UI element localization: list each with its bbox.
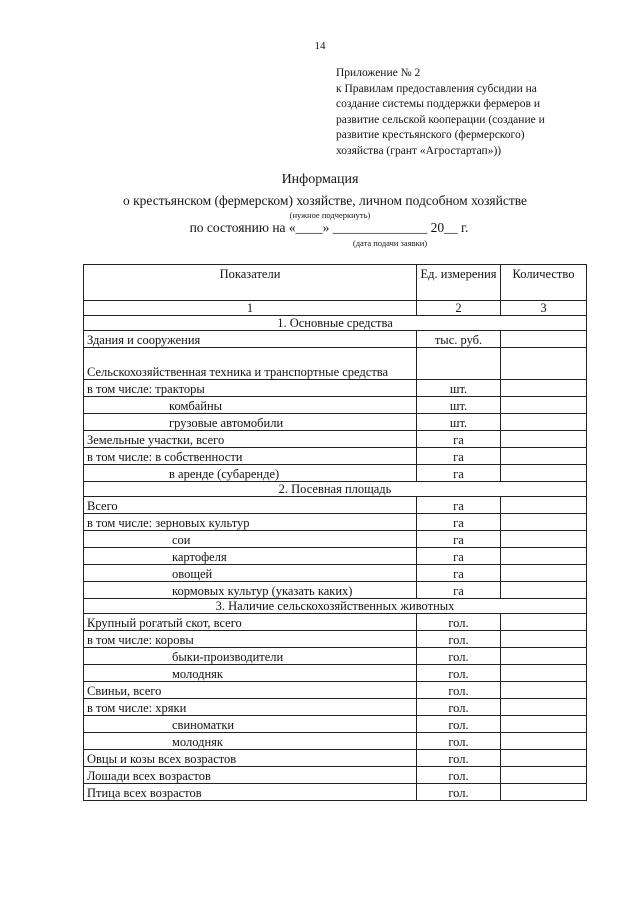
indicator-cell: Лошади всех возрастов <box>84 767 417 784</box>
quantity-cell[interactable] <box>501 699 587 716</box>
indicator-cell: Всего <box>84 497 417 514</box>
table-row <box>84 582 587 599</box>
quantity-cell[interactable] <box>501 497 587 514</box>
unit-cell: гол. <box>417 716 501 733</box>
indicator-cell: Сельскохозяйственная техника и транспортные средства <box>84 348 417 380</box>
quantity-cell[interactable] <box>501 331 587 348</box>
table-row <box>84 531 587 548</box>
quantity-cell[interactable] <box>501 380 587 397</box>
quantity-cell[interactable] <box>501 750 587 767</box>
table-row <box>84 631 587 648</box>
table-row <box>84 750 587 767</box>
section-title: 2. Посевная площадь <box>84 482 587 497</box>
as-of-date-line: по состоянию на «____» ______________ 20__ г. <box>189 220 469 235</box>
unit-cell: гол. <box>417 733 501 750</box>
quantity-cell[interactable] <box>501 614 587 631</box>
section-title: 1. Основные средства <box>84 316 587 331</box>
indicator-cell: в том числе: хряки <box>84 699 417 716</box>
table-row <box>84 397 587 414</box>
unit-cell <box>417 348 501 380</box>
indicator-cell: комбайны <box>84 397 417 414</box>
underline-note: (нужное подчеркнуть) <box>289 210 371 220</box>
unit-cell: шт. <box>417 380 501 397</box>
indicator-cell: Крупный рогатый скот, всего <box>84 614 417 631</box>
date-note: (дата подачи заявки) <box>352 238 428 248</box>
section-title: 3. Наличие сельскохозяйственных животных <box>84 599 587 614</box>
header-quantity: Количество <box>501 265 587 301</box>
unit-cell: гол. <box>417 699 501 716</box>
unit-cell: га <box>417 565 501 582</box>
appendix-line: создание системы поддержки фермеров и <box>336 98 540 110</box>
indicator-cell: в аренде (субаренде) <box>84 465 417 482</box>
quantity-cell[interactable] <box>501 648 587 665</box>
indicator-cell: быки-производители <box>84 648 417 665</box>
indicator-cell: Земельные участки, всего <box>84 431 417 448</box>
table-header-row <box>84 265 587 301</box>
table-row <box>84 665 587 682</box>
section-header-row <box>84 599 587 614</box>
table-row <box>84 431 587 448</box>
table-row <box>84 716 587 733</box>
table-row <box>84 331 587 348</box>
unit-cell: га <box>417 514 501 531</box>
info-table <box>83 264 587 801</box>
quantity-cell[interactable] <box>501 397 587 414</box>
table-row <box>84 514 587 531</box>
unit-cell: га <box>417 448 501 465</box>
unit-cell: гол. <box>417 750 501 767</box>
table-row <box>84 767 587 784</box>
quantity-cell[interactable] <box>501 448 587 465</box>
indicator-cell: грузовые автомобили <box>84 414 417 431</box>
indicator-cell: сои <box>84 531 417 548</box>
unit-cell: га <box>417 531 501 548</box>
quantity-cell[interactable] <box>501 582 587 599</box>
quantity-cell[interactable] <box>501 531 587 548</box>
quantity-cell[interactable] <box>501 431 587 448</box>
quantity-cell[interactable] <box>501 465 587 482</box>
indicator-cell: молодняк <box>84 733 417 750</box>
quantity-cell[interactable] <box>501 414 587 431</box>
unit-cell: гол. <box>417 784 501 801</box>
unit-cell: га <box>417 582 501 599</box>
indicator-cell: в том числе: коровы <box>84 631 417 648</box>
quantity-cell[interactable] <box>501 767 587 784</box>
unit-cell: га <box>417 497 501 514</box>
unit-cell: га <box>417 465 501 482</box>
column-number-row <box>84 301 587 316</box>
indicator-cell: молодняк <box>84 665 417 682</box>
unit-cell: гол. <box>417 631 501 648</box>
table-row <box>84 448 587 465</box>
quantity-cell[interactable] <box>501 548 587 565</box>
unit-cell: гол. <box>417 682 501 699</box>
indicator-cell: Овцы и козы всех возрастов <box>84 750 417 767</box>
appendix-line: Приложение № 2 <box>336 67 421 79</box>
indicator-cell: Птица всех возрастов <box>84 784 417 801</box>
quantity-cell[interactable] <box>501 348 587 380</box>
indicator-cell: Здания и сооружения <box>84 331 417 348</box>
table-row <box>84 699 587 716</box>
indicator-cell: Свиньи, всего <box>84 682 417 699</box>
header-unit: Ед. измерения <box>417 265 501 301</box>
quantity-cell[interactable] <box>501 716 587 733</box>
column-number: 2 <box>417 301 501 316</box>
header-indicator: Показатели <box>84 265 417 301</box>
table-row <box>84 414 587 431</box>
appendix-line: развитие крестьянского (фермерского) <box>336 129 525 141</box>
unit-cell: шт. <box>417 397 501 414</box>
table-row <box>84 614 587 631</box>
document-subtitle: о крестьянском (фермерском) хозяйстве, личном подсобном хозяйстве <box>122 193 528 208</box>
table-row <box>84 380 587 397</box>
indicator-cell: овощей <box>84 565 417 582</box>
section-header-row <box>84 482 587 497</box>
indicator-cell: в том числе: тракторы <box>84 380 417 397</box>
document-title: Информация <box>281 172 359 187</box>
column-number: 1 <box>84 301 417 316</box>
table-row <box>84 565 587 582</box>
indicator-cell: кормовых культур (указать каких) <box>84 582 417 599</box>
quantity-cell[interactable] <box>501 784 587 801</box>
unit-cell: гол. <box>417 614 501 631</box>
unit-cell: га <box>417 431 501 448</box>
indicator-cell: свиноматки <box>84 716 417 733</box>
table-row <box>84 348 587 380</box>
page-number: 14 <box>314 40 326 52</box>
appendix-line: развитие сельской кооперации (создание и <box>336 113 545 126</box>
unit-cell: шт. <box>417 414 501 431</box>
appendix-line: к Правилам предоставления субсидии на <box>336 82 537 95</box>
indicator-cell: картофеля <box>84 548 417 565</box>
appendix-header <box>336 66 636 159</box>
unit-cell: гол. <box>417 767 501 784</box>
unit-cell: гол. <box>417 648 501 665</box>
table-row <box>84 497 587 514</box>
quantity-cell[interactable] <box>501 665 587 682</box>
unit-cell: гол. <box>417 665 501 682</box>
column-number: 3 <box>501 301 587 316</box>
quantity-cell[interactable] <box>501 631 587 648</box>
table-row <box>84 784 587 801</box>
indicator-cell: в том числе: в собственности <box>84 448 417 465</box>
quantity-cell[interactable] <box>501 733 587 750</box>
table-row <box>84 548 587 565</box>
unit-cell: тыс. руб. <box>417 331 501 348</box>
section-header-row <box>84 316 587 331</box>
table-row <box>84 682 587 699</box>
table-row <box>84 648 587 665</box>
indicator-cell: в том числе: зерновых культур <box>84 514 417 531</box>
quantity-cell[interactable] <box>501 514 587 531</box>
table-row <box>84 465 587 482</box>
appendix-line: хозяйства (грант «Агростартап»)) <box>336 144 502 157</box>
table-row <box>84 733 587 750</box>
unit-cell: га <box>417 548 501 565</box>
quantity-cell[interactable] <box>501 682 587 699</box>
quantity-cell[interactable] <box>501 565 587 582</box>
